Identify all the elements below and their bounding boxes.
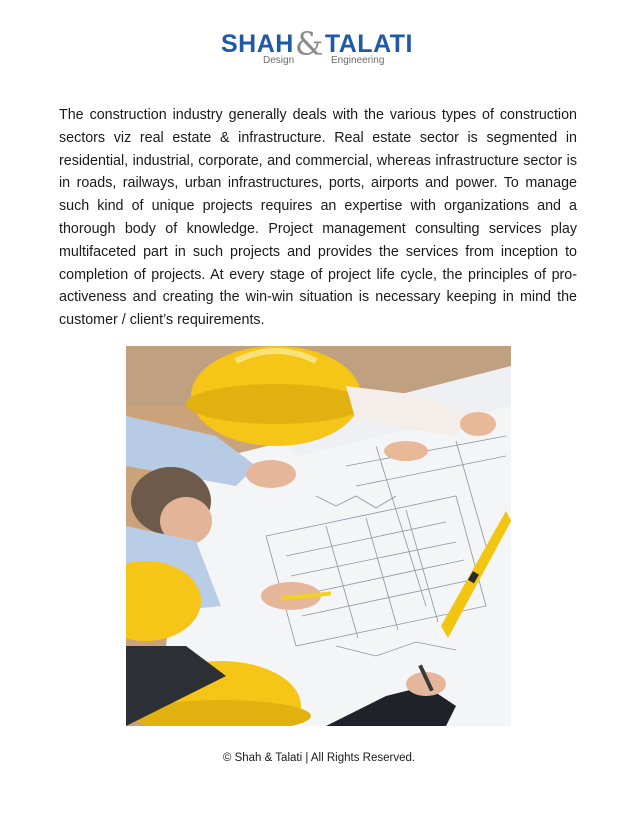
logo-ampersand: & — [294, 25, 324, 63]
company-logo — [221, 25, 421, 68]
copyright-footer: © Shah & Talati | All Rights Reserved. — [222, 752, 416, 764]
body-paragraph: The construction industry generally deals with the various types of construction sectors viz real estate & infrastructure. Real estate sector is segmented in residential, industrial, corporate, and commercial, whereas infrastructure sector is in roads, railways, urban infrastructures, ports, airports and power. To manage such kind of unique projects requires an expertise with organizations and a thorough body of knowledge. Project management consulting services play multifaceted part in such projects and provides the services from inception to completion of projects. At every stage of project life cycle, the principles of pro-activeness and creating the win-win situation is necessary keeping in mind the customer / client’s requirements. — [59, 107, 577, 329]
engineers-blueprint-photo — [126, 346, 511, 726]
logo-tagline-design: Design — [263, 55, 295, 66]
logo-word-shah: SHAH — [221, 30, 294, 58]
logo-word-talati: TALATI — [324, 30, 413, 58]
logo-tagline-engineering: Engineering — [331, 55, 385, 66]
